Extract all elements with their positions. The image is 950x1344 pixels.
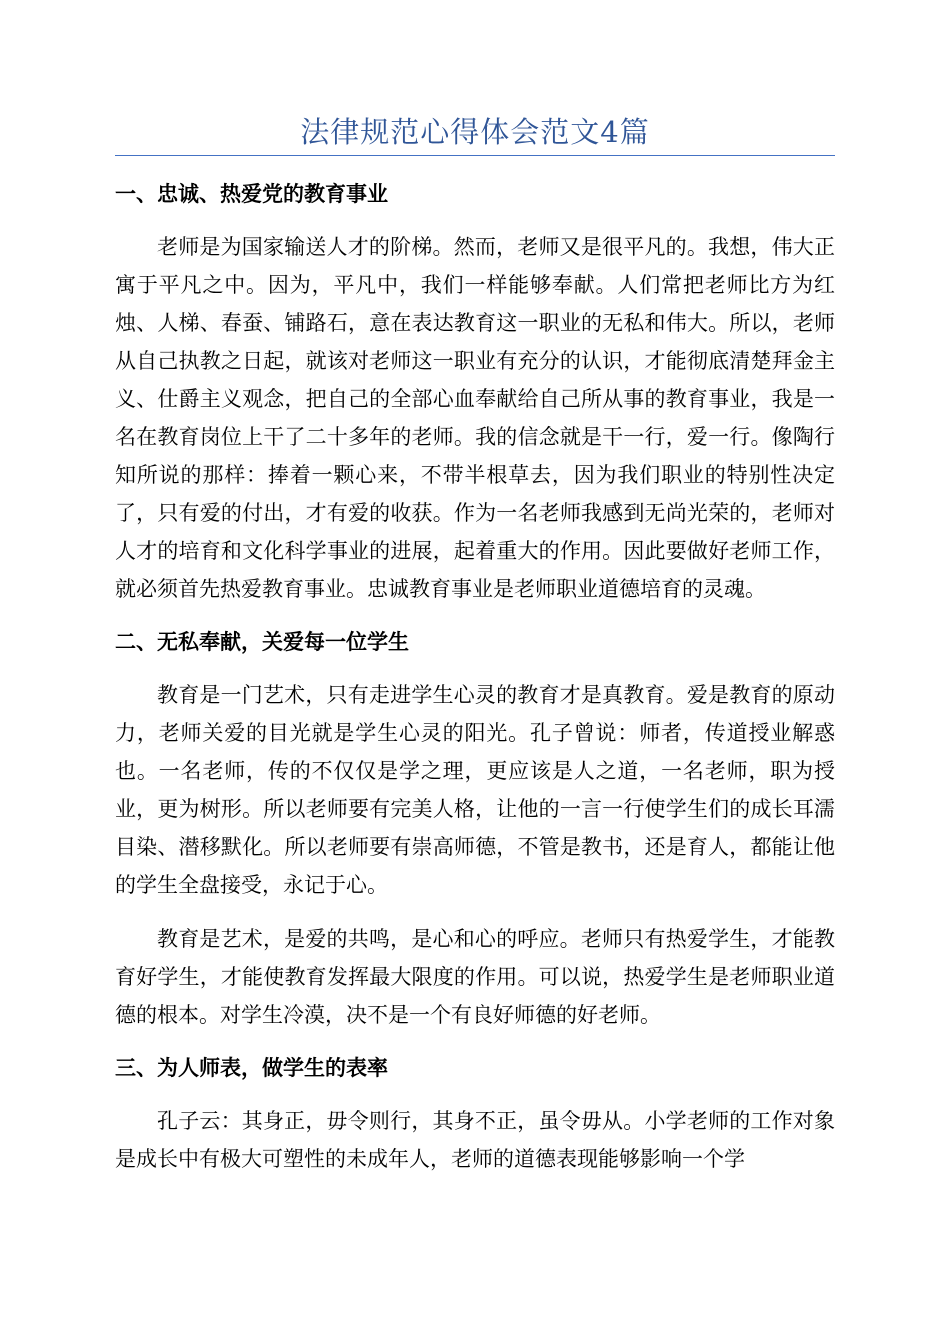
body-paragraph: 老师是为国家输送人才的阶梯。然而，老师又是很平凡的。我想，伟大正寓于平凡之中。因为，平凡中，我们一样能够奉献。人们常把老师比方为红烛、人梯、春蚕、铺路石，意在表达教育这一职业的无私和伟大。所以，老师从自己执教之日起，就该对老师这一职业有充分的认识，才能彻底清楚拜金主义、仕爵主义观念，把自己的全部心血奉献给自己所从事的教育事业，我是一名在教育岗位上干了二十多年的老师。我的信念就是干一行，爱一行。像陶行知所说的那样：捧着一颗心来，不带半根草去，因为我们职业的特别性决定了，只有爱的付出，才有爱的收获。作为一名老师我感到无尚光荣的，老师对人才的培育和文化科学事业的进展，起着重大的作用。因此要做好老师工作，就必须首先热爱教育事业。忠诚教育事业是老师职业道德培育的灵魂。 — [115, 235, 835, 601]
document-body — [115, 176, 835, 1178]
document-title: 法律规范心得体会范文4篇 — [300, 115, 650, 149]
body-paragraph: 教育是艺术，是爱的共鸣，是心和心的呼应。老师只有热爱学生，才能教育好学生，才能使教育发挥最大限度的作用。可以说，热爱学生是老师职业道德的根本。对学生冷漠，决不是一个有良好师德的好老师。 — [115, 927, 835, 1027]
body-paragraph: 教育是一门艺术，只有走进学生心灵的教育才是真教育。爱是教育的原动力，老师关爱的目光就是学生心灵的阳光。孔子曾说：师者，传道授业解惑也。一名老师，传的不仅仅是学之理，更应该是人之道，一名老师，职为授业，更为树形。所以老师要有完美人格，让他的一言一行使学生们的成长耳濡目染、潜移默化。所以老师要有崇高师德，不管是教书，还是育人，都能让他的学生全盘接受，永记于心。 — [115, 683, 835, 897]
section-heading: 一、忠诚、热爱党的教育事业 — [115, 181, 388, 206]
body-paragraph: 孔子云：其身正，毋令则行，其身不正，虽令毋从。小学老师的工作对象是成长中有极大可塑性的未成年人，老师的道德表现能够影响一个学 — [115, 1109, 835, 1171]
section-heading: 二、无私奉献，关爱每一位学生 — [115, 629, 409, 654]
section-heading: 三、为人师表，做学生的表率 — [115, 1055, 388, 1080]
title-underline — [115, 155, 835, 156]
